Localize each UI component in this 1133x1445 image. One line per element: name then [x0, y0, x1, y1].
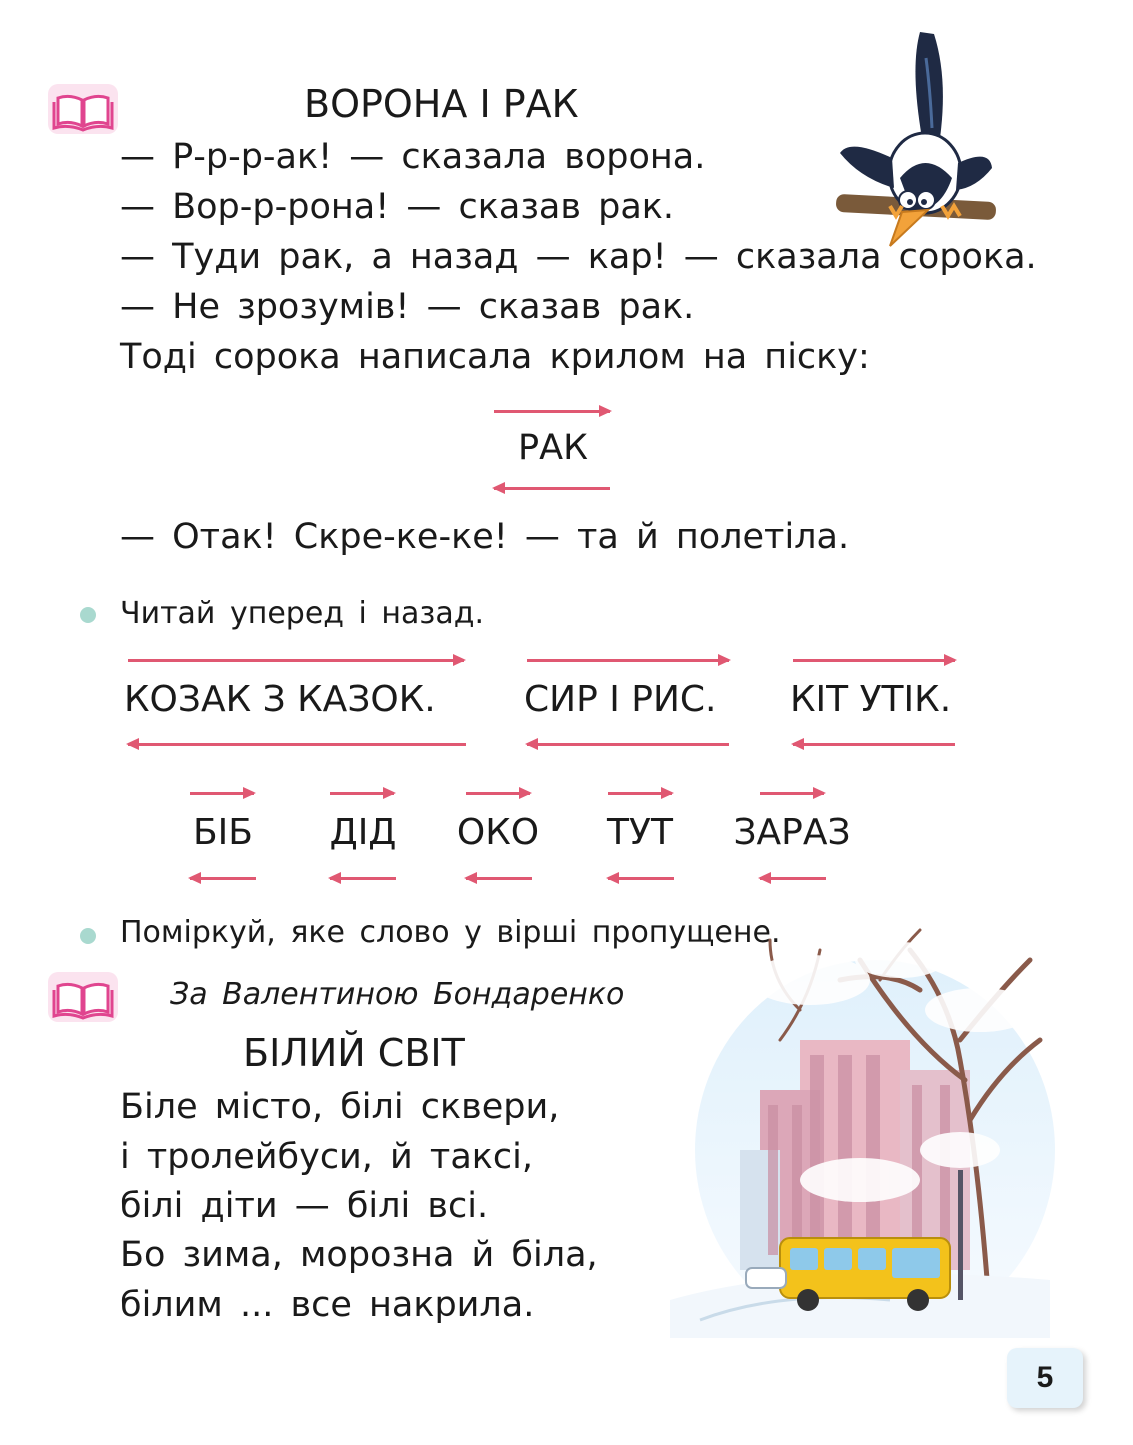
backward-arrow — [190, 877, 256, 880]
bullet-icon — [80, 607, 96, 623]
task-instruction: Поміркуй, яке слово у вірші пропущене. — [120, 915, 781, 950]
palindrome-phrase: КОЗАК З КАЗОК. — [124, 679, 436, 720]
poem-line: Бо зима, морозна й біла, — [120, 1235, 598, 1275]
forward-arrow — [760, 792, 824, 795]
forward-arrow — [494, 410, 610, 413]
poem-author: За Валентиною Бондаренко — [170, 977, 625, 1012]
palindrome-word: ЗАРАЗ — [733, 812, 851, 853]
poem-title: БІЛИЙ СВІТ — [243, 1031, 465, 1075]
palindrome-word: ДІД — [329, 812, 397, 853]
bullet-icon — [80, 928, 96, 944]
open-book-icon — [48, 84, 118, 134]
backward-arrow — [760, 877, 826, 880]
backward-arrow — [527, 743, 729, 746]
poem-line: білі діти — білі всі. — [120, 1186, 489, 1226]
backward-arrow — [793, 743, 955, 746]
forward-arrow — [128, 659, 464, 662]
story-line: — Вор-р-рона! — сказав рак. — [120, 187, 675, 227]
palindrome-phrase: КІТ УТІК. — [790, 679, 952, 720]
poem-line: і тролейбуси, й таксі, — [120, 1137, 533, 1177]
backward-arrow — [128, 743, 466, 746]
forward-arrow — [793, 659, 955, 662]
palindrome-word: ТУТ — [607, 812, 673, 853]
story-line: Тоді сорока написала крилом на піску: — [120, 337, 870, 377]
palindrome-phrase: СИР І РИС. — [524, 679, 717, 720]
poem-line: Біле місто, білі сквери, — [120, 1087, 560, 1127]
story-final-line: — Отак! Скре-ке-ке! — та й полетіла. — [120, 517, 850, 557]
backward-arrow — [330, 877, 396, 880]
sand-word: РАК — [518, 428, 588, 468]
palindrome-word: ОКО — [456, 812, 540, 853]
story-line: — Туди рак, а назад — кар! — сказала сорока. — [120, 237, 1037, 277]
poem-line: білим ... все накрила. — [120, 1285, 535, 1325]
open-book-icon — [48, 972, 118, 1022]
forward-arrow — [608, 792, 672, 795]
winter-city-illustration — [660, 920, 1060, 1338]
backward-arrow — [608, 877, 674, 880]
story-line: — Не зрозумів! — сказав рак. — [120, 287, 695, 327]
task-instruction: Читай уперед і назад. — [120, 596, 485, 631]
palindrome-word: БІБ — [192, 812, 253, 853]
forward-arrow — [466, 792, 530, 795]
story-title: ВОРОНА І РАК — [304, 82, 579, 126]
story-line: — Р-р-р-ак! — сказала ворона. — [120, 137, 706, 177]
backward-arrow — [466, 877, 532, 880]
magpie-illustration — [830, 28, 1000, 250]
forward-arrow — [527, 659, 729, 662]
forward-arrow — [330, 792, 394, 795]
backward-arrow — [494, 487, 610, 490]
page-number: 5 — [1007, 1348, 1083, 1408]
forward-arrow — [190, 792, 254, 795]
